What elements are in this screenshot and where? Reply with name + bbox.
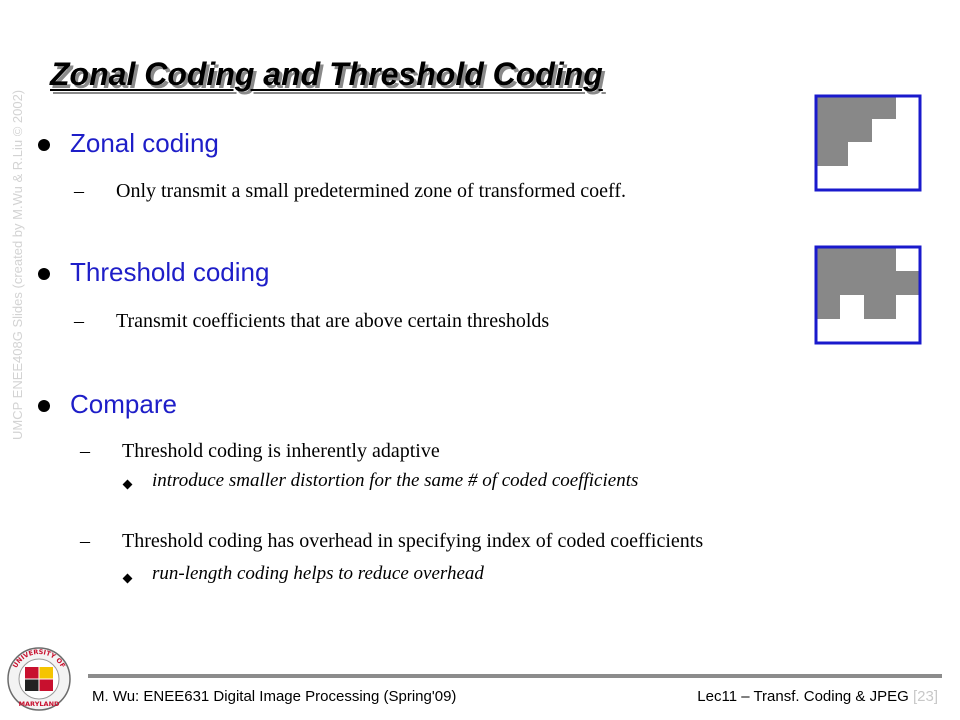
bullet-heading-compare: Compare	[70, 389, 177, 419]
threshold-mask-diagram	[814, 245, 922, 345]
footer-lecture	[697, 688, 938, 705]
footer-divider	[88, 674, 942, 678]
sub-item	[74, 180, 626, 203]
sub-item-text: Threshold coding is inherently adaptive	[122, 440, 440, 462]
sub-sub-item-text: introduce smaller distortion for the same # of coded coefficients	[152, 470, 639, 491]
bullet-dot-icon	[38, 139, 50, 151]
zonal-mask-diagram	[814, 94, 922, 192]
diamond-bullet-icon	[123, 480, 133, 490]
watermark-text: UMCP ENEE408G Slides (created by M.Wu & R.Liu © 2002)	[10, 89, 25, 440]
bullet-dot-icon	[38, 400, 50, 412]
sub-item	[80, 530, 703, 553]
sub-item	[80, 440, 440, 463]
sub-item-text: Threshold coding has overhead in specifying index of coded coefficients	[122, 530, 704, 552]
sub-item-text: Transmit coefficients that are above certain thresholds	[116, 310, 550, 332]
dash: –	[74, 180, 84, 202]
bullet-heading-threshold: Threshold coding	[70, 257, 270, 287]
side-watermark	[0, 0, 25, 440]
footer-course: M. Wu: ENEE631 Digital Image Processing (Spring'09)	[92, 688, 457, 705]
footer-lecture-text: Lec11 – Transf. Coding & JPEG	[697, 688, 909, 705]
logo-lettering: UNIVERSITY OF	[11, 647, 67, 670]
dash: –	[74, 310, 84, 332]
dash: –	[80, 530, 90, 552]
sub-item	[74, 310, 549, 333]
logo-lettering-bottom: MARYLAND	[18, 700, 60, 708]
sub-item-text: Only transmit a small predetermined zone of transformed coeff.	[116, 180, 627, 202]
threshold-zone-shape	[816, 247, 920, 319]
sub-sub-item-text: run-length coding helps to reduce overhead	[152, 563, 484, 584]
university-seal-icon	[6, 646, 72, 712]
zonal-zone-shape	[816, 96, 896, 166]
bullet-dot-icon	[38, 268, 50, 280]
dash: –	[80, 440, 90, 462]
bullet-heading-zonal: Zonal coding	[70, 128, 219, 158]
slide-title: Zonal Coding and Threshold Coding	[50, 56, 603, 92]
page-number: [23]	[912, 688, 938, 705]
diamond-bullet-icon	[123, 574, 133, 584]
